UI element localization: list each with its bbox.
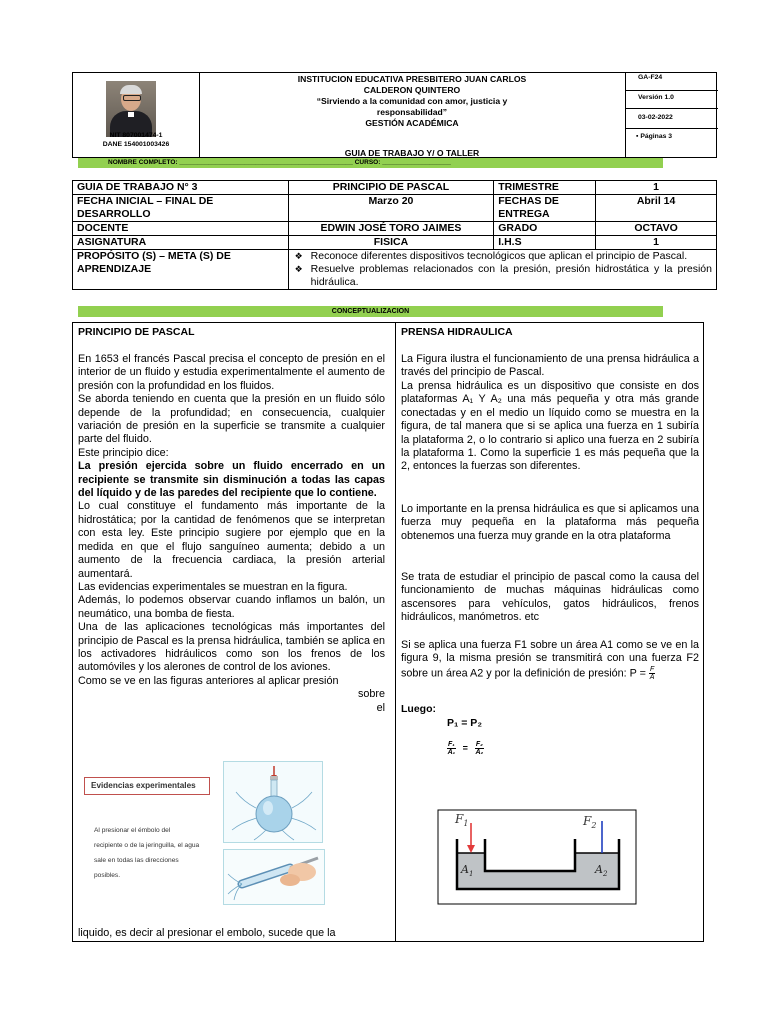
pascal-principle-statement: La presión ejercida sobre un fluido encerrado en un recipiente se transmite sin disminución a todas las capas del líquido y de las paredes del recipiente que lo contiene. [78,460,385,500]
syringe-experiment-image [223,849,325,905]
paragraph-text: Lo cual constituye el fundamento más importante de la hidrostática; por la cantidad de fenómenos que se interpretan con esta ley. Este principio sugiere por ejemplo que en la medida en que el flujo sanguíneo aumenta; debido a un aumento de la frecuencia cardiaca, la presión arterial aumentará. [78,500,385,580]
right-paragraph: La prensa hidráulica es un dispositivo que consiste en dos plataformas A₁ Y A₂ una más pequeña y otra más grande conectadas y en el medio un líquido como se muestra en la figura, de tal manera que si se aplica una fuerza en 1 subiría la plataforma 2, o lo contrario si aplico una fuerza en 2 subiría la plataforma 1. Como la superficie 1 es más pequeña que la 2, entonces la fuerzas son diferentes. [401,380,699,473]
header-title-cell [199,73,625,157]
form-date: 03-02-2022 [626,109,718,129]
luego-label: Luego: [401,703,436,715]
info-value: OCTAVO [596,222,717,236]
header-meta-cell [625,73,718,157]
paragraph-text: el [376,701,385,714]
page-count-text: Páginas 3 [640,133,673,140]
diagram-label-f2: $F_2$ [583,814,597,830]
paragraph-text: Como se ve en las figuras anteriores al aplicar presión [78,674,339,687]
page-count [626,129,718,157]
right-paragraph: Lo importante en la prensa hidráulica es que si aplicamos una fuerza muy pequeña en la plataforma más pequeña obtenemos una fuerza muy grande en la otra plataforma [401,503,699,542]
caption-line: recipiente o de la jeringuilla, el agua [94,842,200,849]
pressure-equality: P₁ = P₂ [447,717,482,729]
paragraph-text: Se aborda teniendo en cuenta que la presión en un fluido sólo depende de la profundidad; en consecuencia, cualquier variación de presión en la superficie se transmite a cualquier parte del fluido. [78,393,385,446]
fraction-denominator: A [649,673,655,681]
info-label: GUIA DE TRABAJO N° 3 [73,181,289,195]
form-code: GA-F24 [626,73,718,91]
fraction-numerator: F₂ [475,741,483,748]
institution-name-line-2: CALDERON QUINTERO [363,85,461,95]
info-label: GRADO [494,222,596,236]
content-box [72,322,704,942]
info-row [73,222,717,236]
fraction-denominator: A₁ [447,749,456,756]
left-paragraph [78,353,385,715]
course-label: CURSO: [354,159,381,166]
info-row [73,250,717,290]
force-area-equation [447,741,484,756]
info-value: Abril 14 [596,195,717,222]
section-bar: CONCEPTUALIZACION [78,306,663,317]
diamond-bullet-icon: ❖ [294,264,303,274]
diagram-label-f1: $F_1$ [455,812,469,828]
info-row [73,236,717,250]
purpose-text: Reconoce diferentes dispositivos tecnológicos que aplican el principio de Pascal. [310,250,688,262]
nit-number: NIT 807001474-1 [109,132,163,139]
info-label: FECHAS DE ENTREGA [494,195,596,222]
header-logo-cell [73,73,200,157]
document-header [72,72,717,158]
evidence-figure-title: Evidencias experimentales [84,777,210,795]
paragraph-text: Este principio dice: [78,446,169,459]
paragraph-text: Las evidencias experimentales se muestran en la figura. [78,580,348,593]
equals-sign: = [462,743,468,754]
right-paragraph: La Figura ilustra el funcionamiento de una prensa hidráulica a través del principio de Pascal. [401,353,699,379]
paragraph-text: En 1653 el francés Pascal precisa el concepto de presión en el interior de un fluido y estudia experimentalmente el aumento de presión con la profundidad en los fluidos. [78,353,385,392]
name-label: NOMBRE COMPLETO: [108,159,178,166]
left-last-line: liquido, es decir al presionar el embolo, sucede que la [78,927,336,939]
dane-number: DANE 154001003426 [102,141,170,148]
left-title: PRINCIPIO DE PASCAL [78,326,195,338]
name-blank: ________________________________________________ [179,159,353,166]
right-column [395,323,703,941]
guide-info-table [72,180,717,290]
area-name: GESTIÓN ACADÉMICA [365,118,459,128]
fraction-numerator: F₁ [448,741,455,748]
header-ids [73,131,199,149]
info-label: PROPÓSITO (S) – META (S) DE APRENDIZAJE [73,250,289,290]
fraction-numerator: F [650,665,655,673]
evidence-figure-caption [94,823,224,883]
purpose-item [294,250,712,263]
info-label: FECHA INICIAL – FINAL DE DESARROLLO [73,195,289,222]
purpose-item [294,263,712,289]
info-value: Marzo 20 [288,195,494,222]
pressure-fraction [649,666,655,681]
info-label: TRIMESTRE [494,181,596,195]
motto-line-2: responsabilidad” [376,107,448,117]
institution-name-line-1: INSTITUCION EDUCATIVA PRESBITERO JUAN CARLOS [297,74,527,84]
paragraph-text: Además, lo podemos observar cuando inflamos un balón, un neumático, una bomba de fiesta. [78,594,385,620]
guide-title: GUIA DE TRABAJO Y/ O TALLER [344,148,480,158]
info-value: 1 [596,181,717,195]
motto-line-1: “Sirviendo a la comunidad con amor, justicia y [316,96,508,106]
fraction-f1-a1 [447,741,456,756]
flask-experiment-image [223,761,323,843]
pressure-definition-text: Si se aplica una fuerza F1 sobre un área A1 como se ve en la figura 9, la misma presión se transmitirá con una fuerza F2 sobre un área A2 y por la definición de presión: P = [401,639,699,680]
course-blank: ___________________ [382,159,451,166]
name-bar [78,158,663,168]
info-value: 1 [596,236,717,250]
diagram-label-a1: $A_1$ [461,863,474,878]
paragraph-text: Una de las aplicaciones tecnológicas más importantes del principio de Pascal es la prensa hidráulica, también se aplica en los activadores hidráulicos como son los frenos de los automóviles y los alerones de control de los aviones. [78,621,385,674]
right-paragraph: Se trata de estudiar el principio de pascal como la causa del funcionamiento de muchas máquinas hidráulicas como ascensores para vehículos, gatos hidráulicos, frenos hidráulicos, manómetros. etc [401,571,699,624]
info-label: I.H.S [494,236,596,250]
purpose-list [288,250,716,290]
form-version: Versión 1.0 [626,91,718,109]
info-value: FISICA [288,236,494,250]
info-row [73,195,717,222]
diagram-label-a2: $A_2$ [595,863,608,878]
fraction-f2-a2 [475,741,484,756]
info-value: EDWIN JOSÉ TORO JAIMES [288,222,494,236]
left-column [73,323,396,941]
caption-line: sale en todas las direcciones [94,857,179,864]
caption-line: Al presionar el émbolo del [94,827,171,834]
info-label: ASIGNATURA [73,236,289,250]
info-row [73,181,717,195]
purpose-text: Resuelve problemas relacionados con la presión, presión hidrostática y la presión hidráulica. [310,263,712,288]
caption-line: posibles. [94,872,121,879]
diamond-bullet-icon: ❖ [294,251,303,261]
right-title: PRENSA HIDRAULICA [401,326,513,338]
info-value: PRINCIPIO DE PASCAL [288,181,494,195]
paragraph-text: sobre [357,688,385,701]
right-paragraph [401,639,699,681]
info-label: DOCENTE [73,222,289,236]
founder-photo [106,81,156,137]
fraction-denominator: A₂ [475,749,484,756]
hydraulic-press-diagram [437,809,637,905]
page-count-bullet: ▪ [636,133,639,140]
